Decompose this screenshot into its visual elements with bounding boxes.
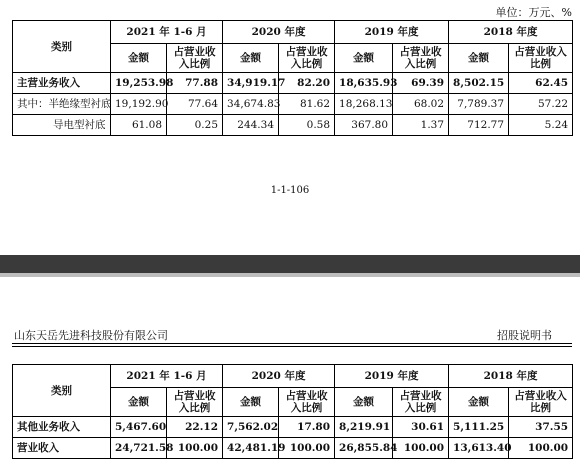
- period-header: 2020 年度: [223, 365, 335, 388]
- cell: 7,562.02: [223, 417, 279, 438]
- period-header: 2020 年度: [223, 21, 335, 44]
- cell: 367.80: [335, 115, 393, 136]
- ratio-header: 占营业收入比例: [509, 388, 573, 417]
- cell: 100.00: [509, 438, 573, 459]
- ratio-header: 占营业收入比例: [167, 388, 223, 417]
- amount-header: 金额: [223, 44, 279, 73]
- cell: 61.08: [111, 115, 167, 136]
- cell: 19,192.90: [111, 94, 167, 115]
- ratio-header: 占营业收入比例: [167, 44, 223, 73]
- ratio-header: 占营业收入比例: [509, 44, 573, 73]
- table-row: [13, 94, 573, 115]
- period-header: 2019 年度: [335, 365, 449, 388]
- period-header: 2019 年度: [335, 21, 449, 44]
- unit-note: 单位：万元、%: [495, 6, 572, 19]
- cell: 81.62: [279, 94, 335, 115]
- header-rule: [12, 346, 572, 347]
- row-label: 导电型衬底: [13, 115, 111, 136]
- period-header: 2021 年 1-6 月: [111, 365, 223, 388]
- category-header: 类别: [13, 365, 111, 417]
- cell: 22.12: [167, 417, 223, 438]
- amount-header: 金额: [449, 44, 509, 73]
- cell: 17.80: [279, 417, 335, 438]
- company-name: 山东天岳先进科技股份有限公司: [14, 329, 168, 342]
- ratio-header: 占营业收入比例: [279, 388, 335, 417]
- cell: 37.55: [509, 417, 573, 438]
- cell: 34,919.17: [223, 73, 279, 94]
- amount-header: 金额: [111, 388, 167, 417]
- revenue-table-bottom: [12, 364, 573, 459]
- cell: 244.34: [223, 115, 279, 136]
- row-label: 其他业务收入: [13, 417, 111, 438]
- row-label: 其中：半绝缘型衬底: [13, 94, 111, 115]
- cell: 82.20: [279, 73, 335, 94]
- amount-header: 金额: [449, 388, 509, 417]
- cell: 69.39: [393, 73, 449, 94]
- table-row: [13, 115, 573, 136]
- revenue-table-top: [12, 20, 573, 136]
- ratio-header: 占营业收入比例: [393, 388, 449, 417]
- cell: 57.22: [509, 94, 573, 115]
- cell: 24,721.58: [111, 438, 167, 459]
- table-row: [13, 417, 573, 438]
- amount-header: 金额: [335, 44, 393, 73]
- cell: 13,613.40: [449, 438, 509, 459]
- cell: 77.64: [167, 94, 223, 115]
- table-row: [13, 438, 573, 459]
- cell: 62.45: [509, 73, 573, 94]
- cell: 18,268.13: [335, 94, 393, 115]
- row-label: 营业收入: [13, 438, 111, 459]
- cell: 34,674.83: [223, 94, 279, 115]
- page-separator: [0, 255, 580, 273]
- cell: 8,502.15: [449, 73, 509, 94]
- cell: 7,789.37: [449, 94, 509, 115]
- cell: 0.58: [279, 115, 335, 136]
- cell: 5.24: [509, 115, 573, 136]
- cell: 1.37: [393, 115, 449, 136]
- cell: 18,635.93: [335, 73, 393, 94]
- period-header: 2021 年 1-6 月: [111, 21, 223, 44]
- cell: 19,253.98: [111, 73, 167, 94]
- header-rule: [12, 343, 572, 344]
- cell: 26,855.84: [335, 438, 393, 459]
- cell: 0.25: [167, 115, 223, 136]
- cell: 68.02: [393, 94, 449, 115]
- category-header: 类别: [13, 21, 111, 73]
- table-row: [13, 73, 573, 94]
- page-separator-edge: [0, 273, 580, 277]
- cell: 5,111.25: [449, 417, 509, 438]
- period-header: 2018 年度: [449, 365, 573, 388]
- amount-header: 金额: [223, 388, 279, 417]
- cell: 42,481.19: [223, 438, 279, 459]
- amount-header: 金额: [111, 44, 167, 73]
- row-label: 主营业务收入: [13, 73, 111, 94]
- period-header: 2018 年度: [449, 21, 573, 44]
- ratio-header: 占营业收入比例: [279, 44, 335, 73]
- cell: 8,219.91: [335, 417, 393, 438]
- cell: 100.00: [393, 438, 449, 459]
- cell: 100.00: [279, 438, 335, 459]
- cell: 30.61: [393, 417, 449, 438]
- cell: 5,467.60: [111, 417, 167, 438]
- cell: 100.00: [167, 438, 223, 459]
- cell: 77.88: [167, 73, 223, 94]
- ratio-header: 占营业收入比例: [393, 44, 449, 73]
- cell: 712.77: [449, 115, 509, 136]
- document-title: 招股说明书: [497, 329, 552, 342]
- amount-header: 金额: [335, 388, 393, 417]
- page-number: 1-1-106: [270, 185, 310, 196]
